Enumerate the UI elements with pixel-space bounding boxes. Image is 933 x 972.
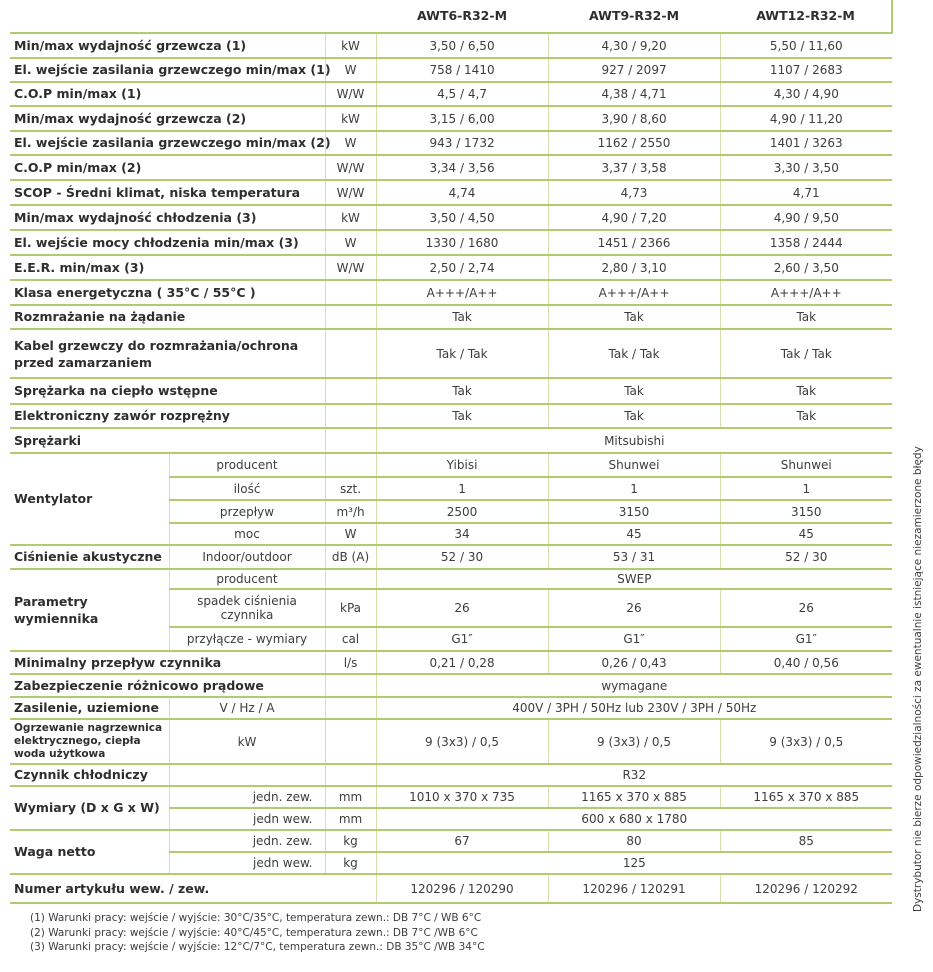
value-cell: 4,90 / 11,20: [720, 106, 892, 131]
value-cell: Tak: [720, 404, 892, 428]
row-label: Waga netto: [10, 830, 169, 874]
value-cell: 3,50 / 6,50: [376, 33, 548, 58]
spec-sheet: [10, 0, 892, 904]
value-cell: 45: [720, 523, 892, 545]
value-cell: 1162 / 2550: [548, 131, 720, 155]
value-cell: 3,50 / 4,50: [376, 205, 548, 230]
value-cell: 3,15 / 6,00: [376, 106, 548, 131]
value-cell: A+++/A++: [720, 280, 892, 305]
value-cell: Shunwei: [720, 453, 892, 477]
row-label: Zasilenie, uziemione: [10, 697, 169, 719]
value-cell: Tak: [548, 404, 720, 428]
value-cell: Tak: [548, 378, 720, 404]
row-label: Wymiary (D x G x W): [10, 786, 169, 830]
model-header: AWT9-R32-M: [548, 0, 720, 33]
unit-cell: [325, 280, 376, 305]
table-row: [10, 786, 892, 808]
value-cell: 3150: [548, 500, 720, 523]
unit-cell: kg: [325, 852, 376, 874]
value-cell: 85: [720, 830, 892, 852]
table-row: [10, 106, 892, 131]
unit-cell: [325, 674, 376, 697]
table-row: [10, 155, 892, 180]
value-cell: Shunwei: [548, 453, 720, 477]
value-cell: 52 / 30: [720, 545, 892, 569]
footnotes: [30, 911, 485, 955]
row-label: E.E.R. min/max (3): [10, 255, 325, 280]
value-cell: 400V / 3PH / 50Hz lub 230V / 3PH / 50Hz: [376, 697, 892, 719]
value-cell: 53 / 31: [548, 545, 720, 569]
value-cell: 1: [720, 477, 892, 500]
value-cell: G1″: [548, 627, 720, 651]
model-header: AWT6-R32-M: [376, 0, 548, 33]
sub-label: producent: [169, 569, 325, 589]
unit-cell: W/W: [325, 155, 376, 180]
sub-label: jedn. zew.: [169, 786, 325, 808]
row-label: Klasa energetyczna ( 35°C / 55°C ): [10, 280, 325, 305]
value-cell: 80: [548, 830, 720, 852]
table-row: [10, 874, 892, 903]
value-cell: 3,90 / 8,60: [548, 106, 720, 131]
value-cell: Tak: [376, 305, 548, 329]
sub-label: moc: [169, 523, 325, 545]
spec-table: [10, 0, 893, 904]
row-label: Min/max wydajność grzewcza (1): [10, 33, 325, 58]
value-cell: 3,30 / 3,50: [720, 155, 892, 180]
value-cell: 1165 x 370 x 885: [548, 786, 720, 808]
unit-cell: mm: [325, 808, 376, 830]
unit-cell: W/W: [325, 255, 376, 280]
value-cell: 4,73: [548, 180, 720, 205]
value-cell: 34: [376, 523, 548, 545]
value-cell: 9 (3x3) / 0,5: [376, 719, 548, 764]
value-cell: 26: [376, 589, 548, 627]
value-cell: 45: [548, 523, 720, 545]
footnote: (2) Warunki pracy: wejście / wyjście: 40°C/45°C, temperatura zewn.: DB 7°C /WB 6°C: [30, 926, 478, 939]
row-label: Min/max wydajność grzewcza (2): [10, 106, 325, 131]
value-cell: wymagane: [376, 674, 892, 697]
row-label: Wentylator: [10, 453, 169, 545]
disclaimer-vertical: Dystrybutor nie bierze odpowiedzialności za ewentualnie istniejące niezamierzone błędy: [912, 446, 924, 912]
table-row: [10, 180, 892, 205]
value-cell: 4,74: [376, 180, 548, 205]
value-cell: 9 (3x3) / 0,5: [548, 719, 720, 764]
unit-cell: m³/h: [325, 500, 376, 523]
table-row: [10, 280, 892, 305]
value-cell: 758 / 1410: [376, 58, 548, 82]
unit-cell: mm: [325, 786, 376, 808]
unit-cell: [325, 719, 376, 764]
value-cell: R32: [376, 764, 892, 786]
value-cell: Tak: [720, 378, 892, 404]
value-cell: 120296 / 120292: [720, 874, 892, 903]
unit-cell: [325, 453, 376, 477]
sub-label: spadek ciśnienia czynnika: [169, 589, 325, 627]
value-cell: 1358 / 2444: [720, 230, 892, 255]
table-row: [10, 719, 892, 764]
table-row: [10, 674, 892, 697]
row-label: Ogrzewanie nagrzewnica elektrycznego, ciepła woda użytkowa: [10, 719, 169, 764]
row-label: Kabel grzewczy do rozmrażania/ochrona przed zamarzaniem: [10, 329, 325, 378]
sub-label: [169, 764, 325, 786]
table-row: [10, 697, 892, 719]
value-cell: 52 / 30: [376, 545, 548, 569]
value-cell: 1: [376, 477, 548, 500]
value-cell: G1″: [720, 627, 892, 651]
value-cell: 9 (3x3) / 0,5: [720, 719, 892, 764]
table-row: [10, 305, 892, 329]
unit-cell: [325, 764, 376, 786]
value-cell: Tak / Tak: [548, 329, 720, 378]
row-label: Sprężarka na ciepło wstępne: [10, 378, 325, 404]
row-label: Elektroniczny zawór rozprężny: [10, 404, 325, 428]
model-header: AWT12-R32-M: [720, 0, 892, 33]
value-cell: 1: [548, 477, 720, 500]
value-cell: 4,38 / 4,71: [548, 82, 720, 106]
unit-cell: kW: [325, 205, 376, 230]
header-empty: [10, 0, 376, 33]
row-label: Sprężarki: [10, 428, 325, 453]
unit-cell: kPa: [325, 589, 376, 627]
value-cell: 120296 / 120291: [548, 874, 720, 903]
value-cell: 2,80 / 3,10: [548, 255, 720, 280]
table-row: [10, 830, 892, 852]
table-row: [10, 404, 892, 428]
row-label: El. wejście zasilania grzewczego min/max (2): [10, 131, 325, 155]
unit-cell: W: [325, 230, 376, 255]
unit-cell: kg: [325, 830, 376, 852]
row-label: El. wejście mocy chłodzenia min/max (3): [10, 230, 325, 255]
value-cell: 1165 x 370 x 885: [720, 786, 892, 808]
row-label: SCOP - Średni klimat, niska temperatura: [10, 180, 325, 205]
table-row: [10, 764, 892, 786]
value-cell: 1107 / 2683: [720, 58, 892, 82]
value-cell: 67: [376, 830, 548, 852]
unit-cell: kW: [325, 33, 376, 58]
sub-label: V / Hz / A: [169, 697, 325, 719]
row-label: C.O.P min/max (2): [10, 155, 325, 180]
value-cell: 0,40 / 0,56: [720, 651, 892, 674]
value-cell: 2500: [376, 500, 548, 523]
sub-label: przepływ: [169, 500, 325, 523]
unit-cell: W: [325, 523, 376, 545]
table-row: [10, 131, 892, 155]
footnote: (3) Warunki pracy: wejście / wyjście: 12°C/7°C, temperatura zewn.: DB 35°C /WB 34°C: [30, 941, 485, 953]
value-cell: 5,50 / 11,60: [720, 33, 892, 58]
sub-label: jedn wew.: [169, 852, 325, 874]
table-row: [10, 329, 892, 378]
sub-label: jedn wew.: [169, 808, 325, 830]
row-label: El. wejście zasilania grzewczego min/max (1): [10, 58, 325, 82]
sub-label: kW: [169, 719, 325, 764]
value-cell: 1010 x 370 x 735: [376, 786, 548, 808]
value-cell: 26: [720, 589, 892, 627]
value-cell: 943 / 1732: [376, 131, 548, 155]
value-cell: 2,50 / 2,74: [376, 255, 548, 280]
sub-label: Indoor/outdoor: [169, 545, 325, 569]
value-cell: 4,30 / 4,90: [720, 82, 892, 106]
table-row: [10, 569, 892, 589]
value-cell: Mitsubishi: [376, 428, 892, 453]
sub-label: przyłącze - wymiary: [169, 627, 325, 651]
row-label: Rozmrażanie na żądanie: [10, 305, 325, 329]
unit-cell: [325, 697, 376, 719]
row-label: Minimalny przepływ czynnika: [10, 651, 325, 674]
unit-cell: szt.: [325, 477, 376, 500]
value-cell: G1″: [376, 627, 548, 651]
table-row: [10, 230, 892, 255]
row-label: Min/max wydajność chłodzenia (3): [10, 205, 325, 230]
sub-label: jedn. zew.: [169, 830, 325, 852]
value-cell: 2,60 / 3,50: [720, 255, 892, 280]
unit-cell: cal: [325, 627, 376, 651]
value-cell: 1451 / 2366: [548, 230, 720, 255]
value-cell: 3,34 / 3,56: [376, 155, 548, 180]
sub-label: ilość: [169, 477, 325, 500]
value-cell: Tak: [376, 378, 548, 404]
sub-label: producent: [169, 453, 325, 477]
unit-cell: W: [325, 58, 376, 82]
value-cell: 4,90 / 9,50: [720, 205, 892, 230]
row-label: Zabezpieczenie różnicowo prądowe: [10, 674, 325, 697]
value-cell: 4,90 / 7,20: [548, 205, 720, 230]
unit-cell: [325, 305, 376, 329]
row-label: Czynnik chłodniczy: [10, 764, 169, 786]
value-cell: 4,30 / 9,20: [548, 33, 720, 58]
value-cell: 1401 / 3263: [720, 131, 892, 155]
table-row: [10, 545, 892, 569]
table-row: [10, 453, 892, 477]
value-cell: Tak: [376, 404, 548, 428]
table-row: [10, 58, 892, 82]
unit-cell: [325, 428, 376, 453]
value-cell: 927 / 2097: [548, 58, 720, 82]
row-label: Ciśnienie akustyczne: [10, 545, 169, 569]
unit-cell: W/W: [325, 82, 376, 106]
value-cell: 4,71: [720, 180, 892, 205]
row-label: Numer artykułu wew. / zew.: [10, 874, 376, 903]
unit-cell: [325, 378, 376, 404]
footnote: (1) Warunki pracy: wejście / wyjście: 30°C/35°C, temperatura zewn.: DB 7°C / WB 6°C: [30, 912, 482, 924]
unit-cell: W/W: [325, 180, 376, 205]
unit-cell: [325, 404, 376, 428]
value-cell: 0,26 / 0,43: [548, 651, 720, 674]
row-label: Parametry wymiennika: [10, 569, 169, 651]
value-cell: Tak: [720, 305, 892, 329]
table-row: [10, 378, 892, 404]
value-cell: A+++/A++: [548, 280, 720, 305]
table-row: [10, 205, 892, 230]
table-row: [10, 651, 892, 674]
value-cell: 600 x 680 x 1780: [376, 808, 892, 830]
unit-cell: [325, 329, 376, 378]
value-cell: Yibisi: [376, 453, 548, 477]
value-cell: Tak / Tak: [720, 329, 892, 378]
value-cell: 125: [376, 852, 892, 874]
table-row: [10, 33, 892, 58]
value-cell: Tak / Tak: [376, 329, 548, 378]
value-cell: 26: [548, 589, 720, 627]
value-cell: 3150: [720, 500, 892, 523]
value-cell: 3,37 / 3,58: [548, 155, 720, 180]
unit-cell: l/s: [325, 651, 376, 674]
value-cell: 1330 / 1680: [376, 230, 548, 255]
value-cell: SWEP: [376, 569, 892, 589]
value-cell: 120296 / 120290: [376, 874, 548, 903]
header-row: [10, 0, 892, 33]
table-row: [10, 255, 892, 280]
unit-cell: kW: [325, 106, 376, 131]
value-cell: 4,5 / 4,7: [376, 82, 548, 106]
table-row: [10, 428, 892, 453]
table-row: [10, 82, 892, 106]
unit-cell: dB (A): [325, 545, 376, 569]
unit-cell: W: [325, 131, 376, 155]
unit-cell: [325, 569, 376, 589]
value-cell: 0,21 / 0,28: [376, 651, 548, 674]
row-label: C.O.P min/max (1): [10, 82, 325, 106]
value-cell: A+++/A++: [376, 280, 548, 305]
value-cell: Tak: [548, 305, 720, 329]
